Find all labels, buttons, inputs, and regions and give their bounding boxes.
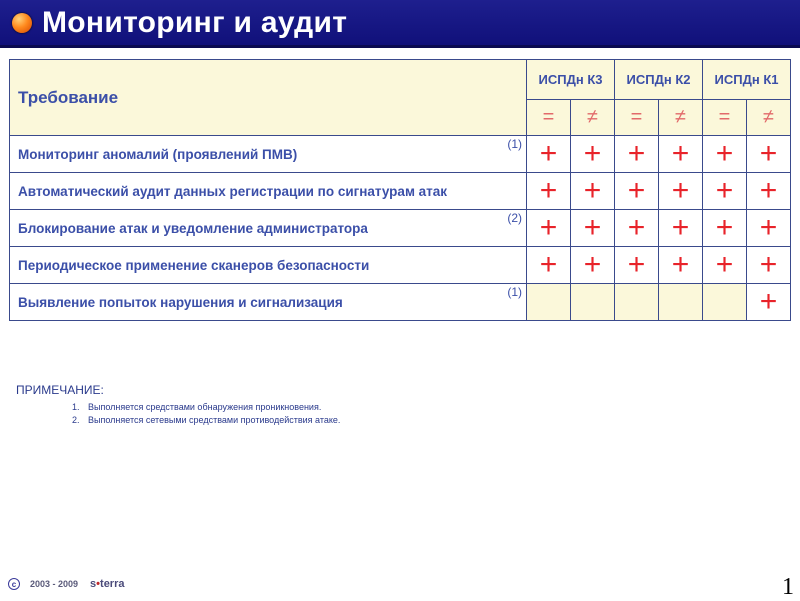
requirement-label: Автоматический аудит данных регистрации по сигнатурам атак [18,183,448,199]
plus-icon: + [703,136,747,173]
logo-suffix: terra [100,578,125,590]
table-row [10,284,791,321]
requirement-label-cell [10,173,527,210]
note-reference: (1) [507,137,522,151]
plus-icon: + [615,247,659,284]
empty-cell [703,284,747,321]
not-equal-sign-icon: ≠ [747,100,791,136]
notes-list [16,401,616,427]
empty-cell [659,284,703,321]
note-reference: (1) [507,285,522,299]
requirement-label-cell [10,284,527,321]
plus-icon: + [747,210,791,247]
footer-years: 2003 - 2009 [30,579,79,589]
table-row [10,247,791,284]
plus-icon: + [615,136,659,173]
empty-cell [571,284,615,321]
requirement-label: Периодическое применение сканеров безопасности [18,257,370,273]
plus-icon: + [571,173,615,210]
table-row [10,136,791,173]
plus-icon: + [703,247,747,284]
not-equal-sign-icon: ≠ [659,100,703,136]
plus-icon: + [747,284,791,321]
empty-cell [615,284,659,321]
not-equal-sign-icon: ≠ [571,100,615,136]
orange-bullet-icon [12,13,32,33]
company-logo [90,578,124,590]
plus-icon: + [527,136,571,173]
plus-icon: + [527,247,571,284]
equal-sign-icon: = [615,100,659,136]
notes-section [16,383,616,427]
footer [8,578,125,590]
page-number: 1 [782,574,794,600]
note-reference: (2) [507,211,522,225]
plus-icon: + [659,247,703,284]
requirement-label: Блокирование атак и уведомление администратора [18,220,368,236]
copyright-icon: c [8,578,20,590]
table-row [10,173,791,210]
requirement-label: Выявление попыток нарушения и сигнализация [18,294,343,310]
plus-icon: + [703,210,747,247]
note-item-2: 2. Выполняется сетевыми средствами противодействия атаке. [82,414,616,427]
page-title: Мониторинг и аудит [42,5,348,39]
note-item-1: 1. Выполняется средствами обнаружения проникновения. [82,401,616,414]
requirement-label-cell [10,247,527,284]
plus-icon: + [527,173,571,210]
requirement-label-cell [10,210,527,247]
table-row [10,210,791,247]
group-header-k3: ИСПДн К3 [527,60,615,100]
empty-cell [527,284,571,321]
group-header-k1: ИСПДн К1 [703,60,791,100]
plus-icon: + [703,173,747,210]
plus-icon: + [615,210,659,247]
plus-icon: + [747,173,791,210]
requirements-table [9,59,791,321]
logo-dot: • [96,578,101,590]
plus-icon: + [615,173,659,210]
notes-title: ПРИМЕЧАНИЕ: [16,383,104,397]
plus-icon: + [571,247,615,284]
requirement-label-cell [10,136,527,173]
title-bar [0,0,800,48]
plus-icon: + [571,136,615,173]
plus-icon: + [571,210,615,247]
plus-icon: + [747,136,791,173]
group-header-k2: ИСПДн К2 [615,60,703,100]
plus-icon: + [659,173,703,210]
equal-sign-icon: = [703,100,747,136]
logo-prefix: s [90,578,97,590]
plus-icon: + [747,247,791,284]
header-row-groups [10,60,791,100]
equal-sign-icon: = [527,100,571,136]
requirement-header: Требование [10,60,527,136]
plus-icon: + [659,210,703,247]
plus-icon: + [527,210,571,247]
plus-icon: + [659,136,703,173]
requirement-label: Мониторинг аномалий (проявлений ПМВ) [18,146,298,162]
